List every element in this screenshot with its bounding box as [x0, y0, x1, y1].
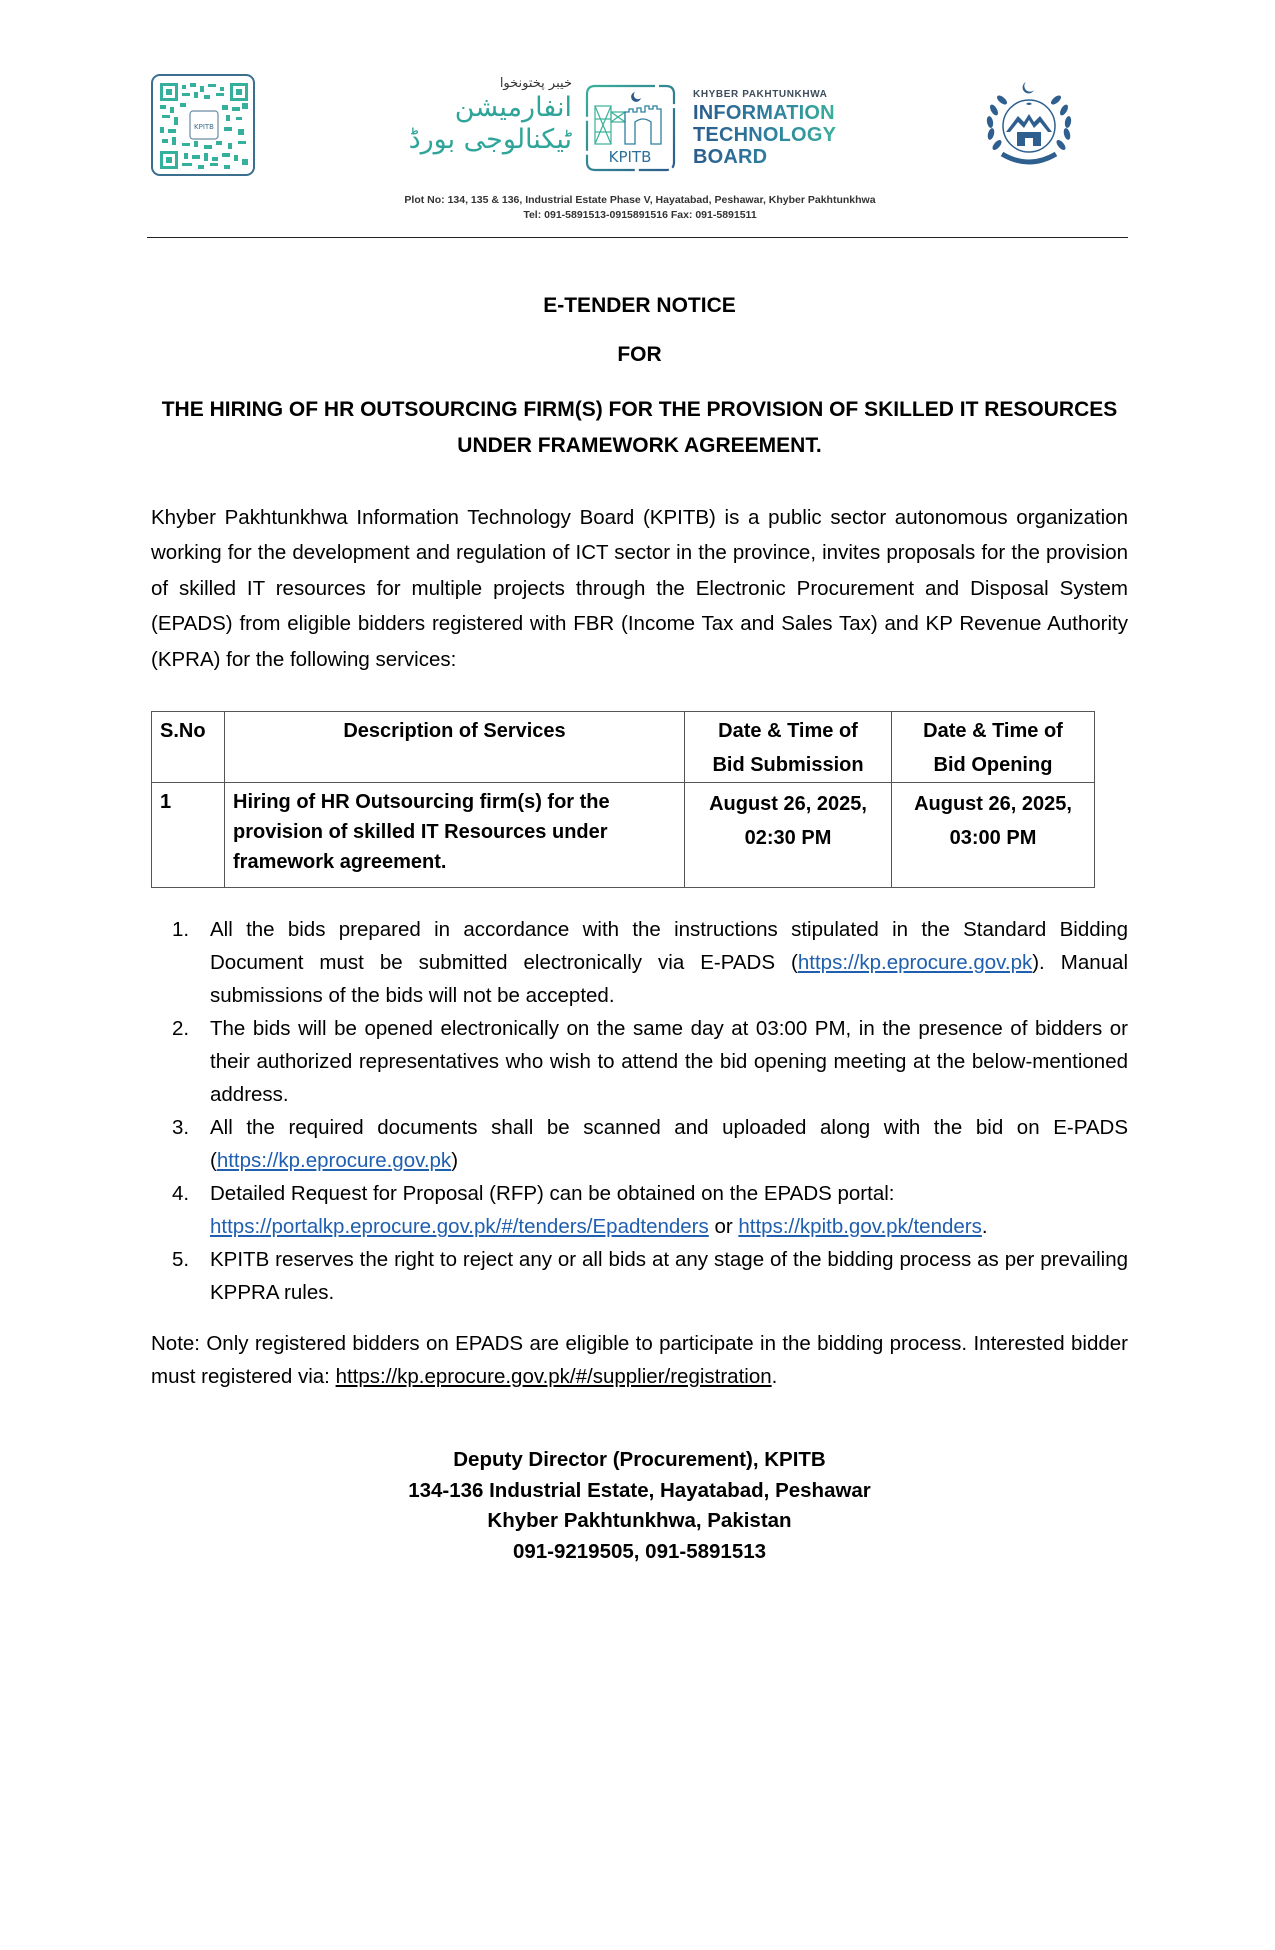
notice-title-for: FOR — [617, 343, 662, 366]
header-sno: S.No — [152, 712, 225, 783]
list-text: ) — [451, 1149, 459, 1172]
qr-code — [151, 74, 255, 176]
epads-tenders-link[interactable]: https://portalkp.eprocure.gov.pk/#/tenders/Epadtenders — [210, 1215, 709, 1238]
kpitb-logo — [583, 82, 678, 174]
org-name-line-2: TECHNOLOGY — [693, 124, 837, 146]
signatory-address: 134-136 Industrial Estate, Hayatabad, Peshawar — [408, 1478, 871, 1502]
list-text: All the bids prepared in accordance with the instructions stipulated in the Standard Bidding Document must be submitted electronically via E-PADS ( — [210, 918, 1128, 974]
signatory-phone: 091-9219505, 091-5891513 — [512, 1539, 767, 1563]
list-text: ). Manual submissions of the bids will not be accepted. — [210, 951, 1128, 1007]
table-header-row — [152, 712, 1095, 783]
header-opening — [892, 712, 1095, 783]
cell-description: Hiring of HR Outsourcing firm(s) for the provision of skilled IT Resources under framework agreement. — [225, 783, 685, 888]
eprocure-link[interactable]: https://kp.eprocure.gov.pk — [216, 1149, 452, 1172]
submission-date: August 26, 2025, — [709, 793, 867, 815]
list-text: All the required documents shall be scanned and uploaded along with the bid on E-PADS ( — [210, 1116, 1128, 1172]
cell-opening — [892, 783, 1095, 888]
kpitb-wordmark — [693, 88, 836, 168]
list-number: 1. — [172, 918, 190, 941]
supplier-registration-link[interactable]: https://kp.eprocure.gov.pk/#/supplier/registration — [335, 1365, 772, 1388]
address-line: Plot No: 134, 135 & 136, Industrial Estate Phase V, Hayatabad, Peshawar, Khyber Pakhtunkhwa — [404, 194, 876, 206]
note-text: . — [771, 1365, 778, 1388]
intro-paragraph: Khyber Pakhtunkhwa Information Technology Board (KPITB) is a public sector autonomous organization working for the development and regulation of ICT sector in the province, invites proposals for the provision of skilled IT resources for multiple projects through the Electronic Procurement and Disposal System (EPADS) from eligible bidders registered with FBR (Income Tax and Sales Tax) and KP Revenue Authority (KPRA) for the following services: — [151, 506, 1128, 671]
notice-subject: THE HIRING OF HR OUTSOURCING FIRM(S) FOR THE PROVISION OF SKILLED IT RESOURCES UNDER FRAMEWORK AGREEMENT. — [161, 398, 1118, 457]
list-text: The bids will be opened electronically on the same day at 03:00 PM, in the presence of bidders or their authorized representatives who wish to attend the bid opening meeting at the below-mentioned address. — [210, 1017, 1128, 1106]
svg-text:KPITB: KPITB — [608, 148, 652, 166]
list-number: 5. — [172, 1248, 190, 1271]
list-item — [151, 1243, 1128, 1309]
kp-government-emblem-icon — [982, 80, 1076, 166]
header-submission-line1: Date & Time of — [718, 720, 858, 742]
list-item — [151, 1012, 1128, 1111]
eprocure-link[interactable]: https://kp.eprocure.gov.pk — [797, 951, 1033, 974]
svg-text:KPITB: KPITB — [194, 123, 214, 131]
list-text: or — [708, 1215, 739, 1238]
list-item — [151, 1111, 1128, 1177]
note-text: Note: Only registered bidders on EPADS are eligible to participate in the bidding process. Interested bidder must registered via: — [151, 1332, 1128, 1388]
services-table — [151, 711, 1095, 888]
contact-line: Tel: 091-5891513-0915891516 Fax: 091-5891511 — [523, 209, 757, 221]
kpitb-tenders-link[interactable]: https://kpitb.gov.pk/tenders — [738, 1215, 982, 1238]
header-opening-line2: Bid Opening — [933, 754, 1053, 776]
instructions-list — [151, 913, 1128, 1309]
urdu-line-technology-board: ٹیکنالوجی بورڈ — [408, 124, 572, 155]
list-number: 2. — [172, 1017, 190, 1040]
urdu-line-province: خیبر پختونخوا — [499, 76, 572, 91]
org-name-line-3: BOARD — [693, 146, 836, 168]
header-opening-line1: Date & Time of — [923, 720, 1063, 742]
table-row — [152, 783, 1095, 888]
cell-submission — [685, 783, 892, 888]
signatory-region: Khyber Pakhtunkhwa, Pakistan — [487, 1509, 792, 1532]
cell-sno: 1 — [152, 783, 225, 888]
header-divider — [147, 237, 1128, 238]
registration-note — [151, 1327, 1128, 1393]
signatory-title: Deputy Director (Procurement), KPITB — [453, 1448, 826, 1471]
list-text: Detailed Request for Proposal (RFP) can be obtained on the EPADS portal: — [210, 1182, 895, 1205]
header-description: Description of Services — [225, 712, 685, 783]
header-submission — [685, 712, 892, 783]
letterhead-address — [300, 193, 980, 223]
list-number: 3. — [172, 1116, 190, 1139]
urdu-org-name — [400, 76, 572, 156]
kpitb-fort-logo-icon — [583, 82, 678, 174]
list-item — [151, 1177, 1128, 1243]
list-item — [151, 913, 1128, 1012]
submission-time: 02:30 PM — [744, 827, 832, 849]
list-text: KPITB reserves the right to reject any or all bids at any stage of the bidding process as per prevailing KPPRA rules. — [210, 1248, 1128, 1304]
urdu-line-information: انفارمیشن — [454, 92, 572, 123]
org-name-line-1: INFORMATION — [693, 102, 835, 124]
qr-code-icon — [160, 83, 248, 169]
org-province-label: KHYBER PAKHTUNKHWA — [693, 89, 828, 100]
list-text: . — [981, 1215, 988, 1238]
list-number: 4. — [172, 1182, 190, 1205]
notice-title: E-TENDER NOTICE — [543, 294, 736, 317]
government-emblem — [982, 80, 1076, 166]
opening-date: August 26, 2025, — [914, 793, 1072, 815]
header-submission-line2: Bid Submission — [712, 754, 864, 776]
opening-time: 03:00 PM — [949, 827, 1037, 849]
contact-signature — [151, 1445, 1128, 1567]
